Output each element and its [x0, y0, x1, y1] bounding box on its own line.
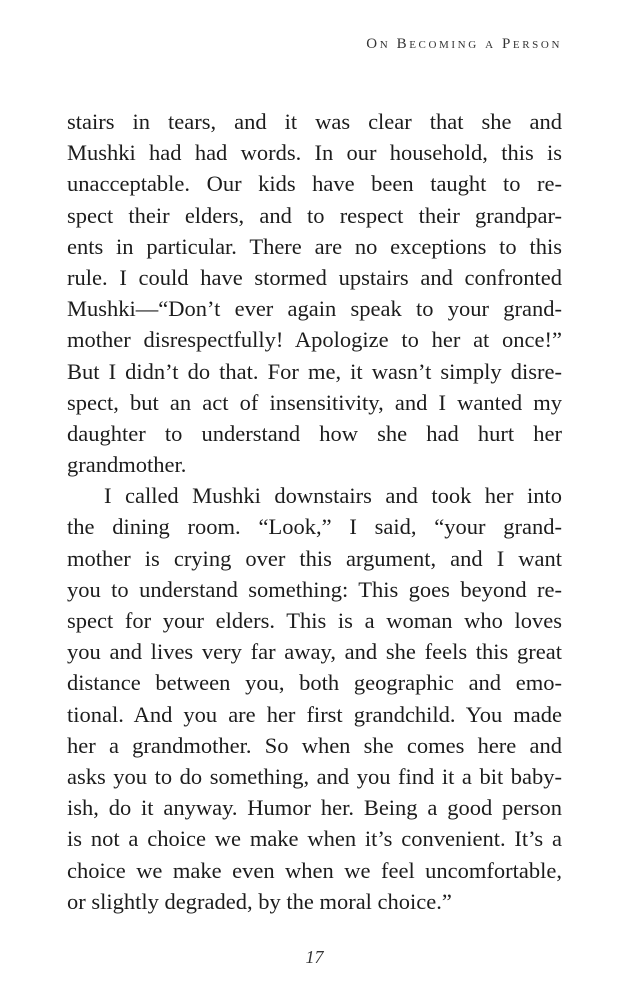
text-line: the dining room. “Look,” I said, “your grand-	[67, 514, 562, 540]
text-line: is not a choice we make when it’s convenient. It’s a	[67, 826, 562, 852]
text-line: But I didn’t do that. For me, it wasn’t simply disre-	[67, 358, 562, 384]
text-line: ish, do it anyway. Humor her. Being a good person	[67, 795, 562, 821]
text-line: asks you to do something, and you find it a bit baby-	[67, 763, 562, 789]
text-line: rule. I could have stormed upstairs and confronted	[67, 264, 562, 290]
text-line: distance between you, both geographic and emo-	[67, 670, 562, 696]
text-line: daughter to understand how she had hurt her	[67, 420, 562, 446]
running-head: On Becoming a Person	[366, 36, 562, 52]
text-line: unacceptable. Our kids have been taught to re-	[67, 171, 562, 197]
body-text	[67, 106, 562, 917]
text-line: stairs in tears, and it was clear that she and	[67, 109, 562, 134]
text-line: spect, but an act of insensitivity, and I wanted my	[67, 389, 562, 415]
text-line: her a grandmother. So when she comes here and	[67, 732, 562, 758]
text-line: spect for your elders. This is a woman who loves	[67, 608, 562, 633]
text-line: I called Mushki downstairs and took her into	[104, 483, 562, 509]
text-line: grandmother.	[67, 452, 187, 478]
text-line: mother disrespectfully! Apologize to her at once!”	[67, 327, 562, 353]
paragraph-1	[67, 106, 562, 480]
page-number: 17	[305, 947, 324, 967]
text-line: spect their elders, and to respect their grandpar-	[67, 202, 562, 228]
text-line: ents in particular. There are no exceptions to this	[67, 233, 562, 259]
text-line: or slightly degraded, by the moral choice.”	[67, 888, 452, 914]
text-line: Mushki—“Don’t ever again speak to your grand-	[67, 296, 562, 322]
text-line: choice we make even when we feel uncomfortable,	[67, 857, 562, 883]
text-line: you to understand something: This goes beyond re-	[67, 576, 562, 602]
text-line: Mushki had had words. In our household, this is	[67, 140, 562, 166]
text-line: mother is crying over this argument, and I want	[67, 545, 562, 571]
text-line: you and lives very far away, and she feels this great	[67, 639, 562, 665]
text-line: tional. And you are her first grandchild. You made	[67, 701, 562, 727]
paragraph-2	[67, 480, 562, 917]
